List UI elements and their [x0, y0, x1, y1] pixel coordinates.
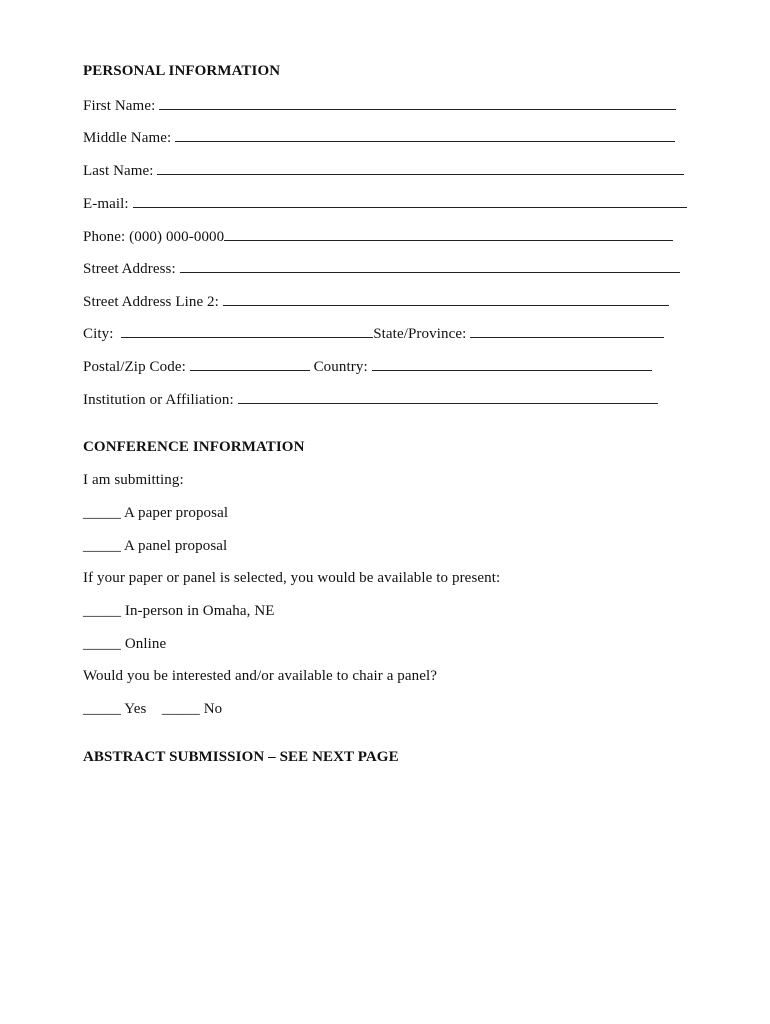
online-option[interactable] [83, 635, 166, 653]
city-state-row [83, 323, 664, 343]
no-label: No [203, 701, 223, 717]
street-address-row [83, 258, 680, 278]
chair-prompt: Would you be interested and/or available to chair a panel? [83, 668, 438, 684]
phone-label: Phone: (000) 000-0000 [83, 229, 225, 245]
present-prompt: If your paper or panel is selected, you would be available to present: [83, 570, 501, 586]
last-name-row [83, 160, 684, 180]
country-field[interactable] [372, 356, 652, 371]
online-blank[interactable]: _____ [83, 636, 121, 652]
submitting-prompt: I am submitting: [83, 472, 184, 488]
paper-proposal-blank[interactable]: _____ [83, 505, 121, 521]
no-blank[interactable]: _____ [161, 701, 200, 717]
abstract-submission-heading: ABSTRACT SUBMISSION – SEE NEXT PAGE [83, 749, 399, 765]
panel-proposal-blank[interactable]: _____ [83, 538, 121, 554]
first-name-label: First Name: [83, 98, 156, 114]
email-row [83, 193, 687, 213]
middle-name-label: Middle Name: [83, 130, 172, 146]
inperson-option[interactable] [83, 602, 275, 620]
postal-label: Postal/Zip Code: [83, 359, 186, 375]
personal-information-heading: PERSONAL INFORMATION [83, 63, 281, 79]
institution-row [83, 389, 658, 409]
last-name-field[interactable] [157, 160, 684, 175]
street-address-field[interactable] [180, 258, 680, 273]
last-name-label: Last Name: [83, 163, 154, 179]
paper-proposal-option[interactable] [83, 504, 228, 522]
state-label: State/Province: [373, 326, 467, 342]
street-address-2-label: Street Address Line 2: [83, 294, 219, 310]
city-field[interactable] [121, 323, 373, 338]
inperson-label: In-person in Omaha, NE [124, 603, 275, 619]
middle-name-field[interactable] [175, 127, 675, 142]
online-label: Online [124, 636, 167, 652]
institution-field[interactable] [238, 389, 658, 404]
country-label: Country: [313, 359, 368, 375]
street-address-label: Street Address: [83, 261, 176, 277]
yes-label: Yes [124, 701, 147, 717]
chair-answer-row [83, 700, 222, 718]
phone-field[interactable] [224, 226, 673, 241]
middle-name-row [83, 127, 675, 147]
postal-field[interactable] [190, 356, 310, 371]
inperson-blank[interactable]: _____ [83, 603, 121, 619]
conference-information-heading: CONFERENCE INFORMATION [83, 439, 305, 455]
street-address-2-field[interactable] [223, 291, 669, 306]
city-label: City: [83, 326, 114, 342]
postal-country-row [83, 356, 652, 376]
institution-label: Institution or Affiliation: [83, 392, 234, 408]
state-field[interactable] [470, 323, 664, 338]
email-label: E-mail: [83, 196, 129, 212]
panel-proposal-option[interactable] [83, 537, 227, 555]
street-address-2-row [83, 291, 669, 311]
email-field[interactable] [133, 193, 687, 208]
yes-blank[interactable]: _____ [83, 701, 121, 717]
first-name-row [83, 95, 676, 115]
phone-row [83, 226, 673, 246]
panel-proposal-label: A panel proposal [124, 538, 228, 554]
first-name-field[interactable] [159, 95, 676, 110]
paper-proposal-label: A paper proposal [124, 505, 229, 521]
